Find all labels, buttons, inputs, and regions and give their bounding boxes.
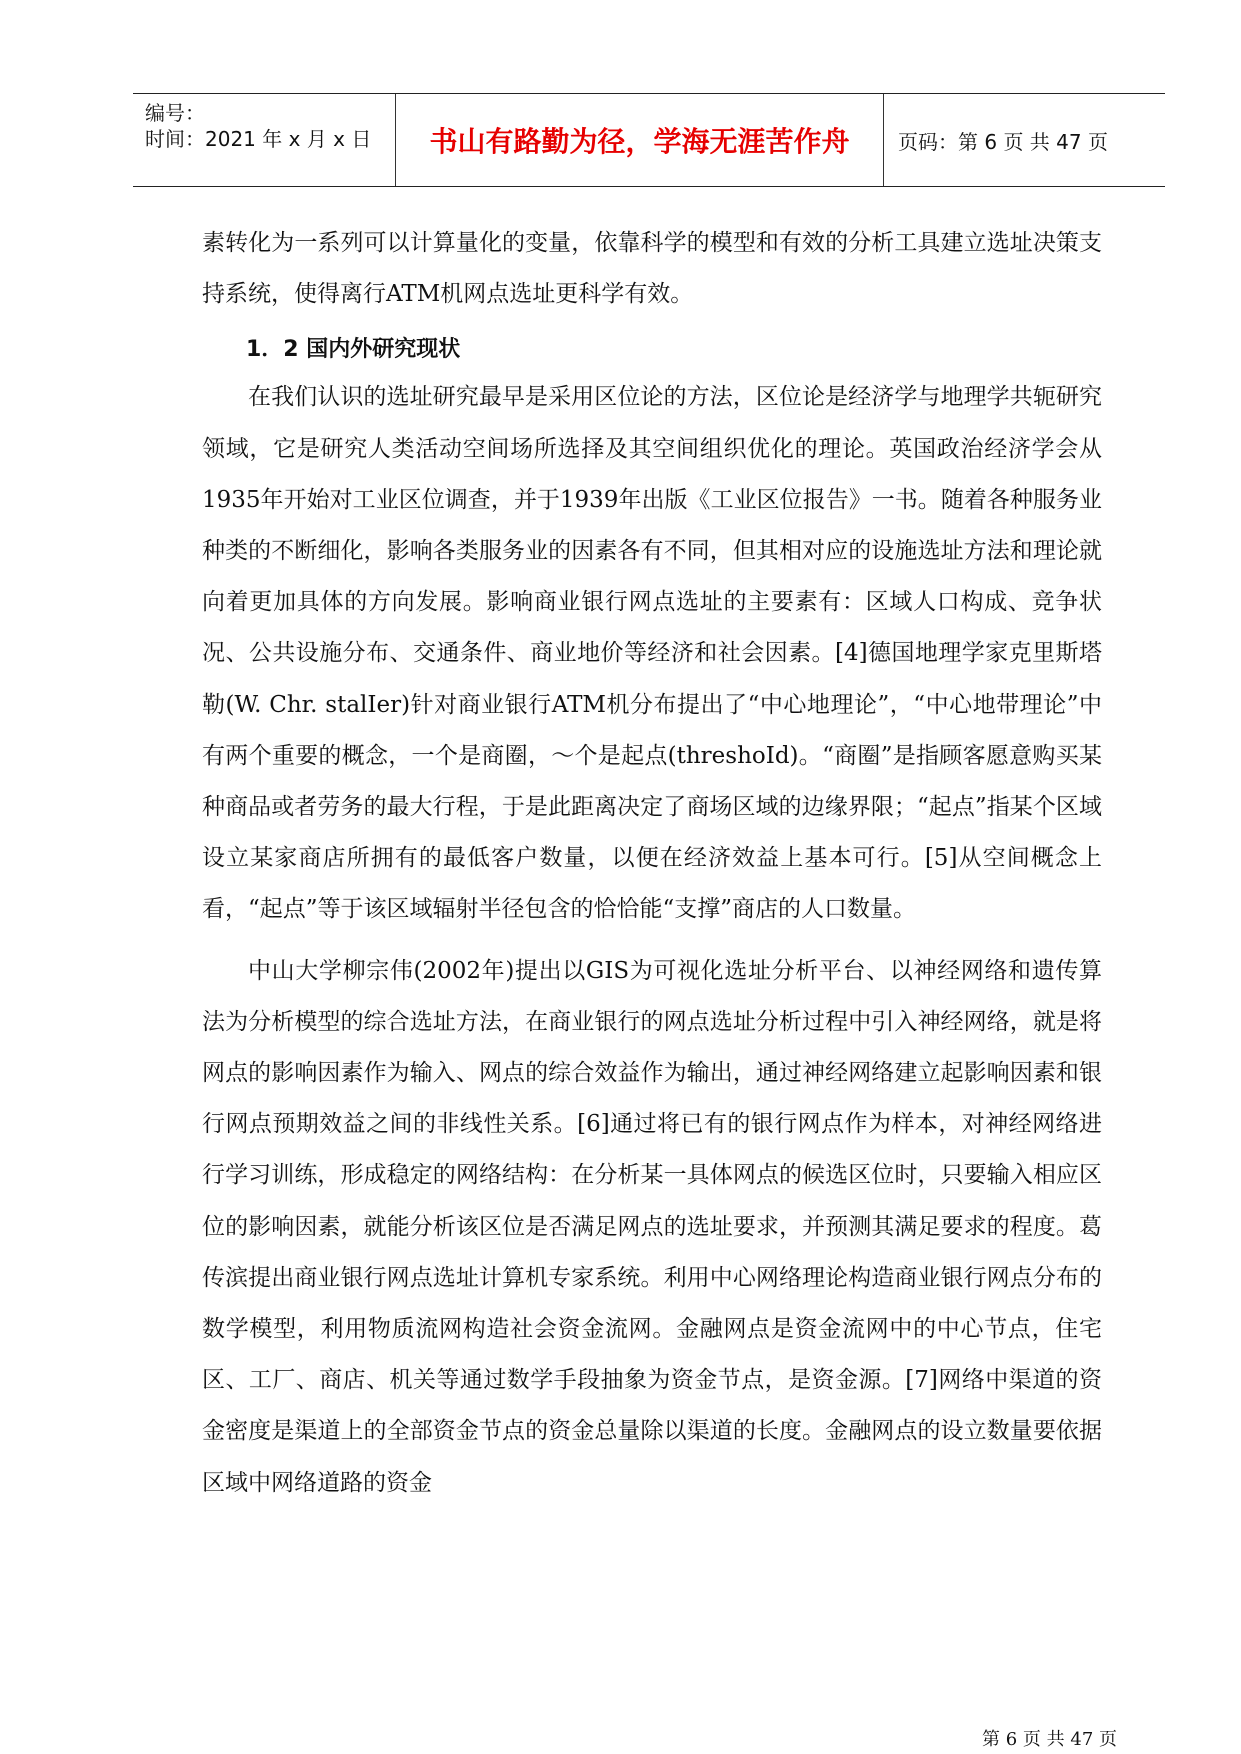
- paragraph-location-theory: 在我们认识的选址研究最早是采用区位论的方法，区位论是经济学与地理学共轭研究领域，它是研究人类活动空间场所选择及其空间组织优化的理论。英国政治经济学会从1935年开始对工业区位调查，并于1939年出版《工业区位报告》一书。随着各种服务业种类的不断细化，影响各类服务业的因素各有不同，但其相对应的设施选址方法和理论就向着更加具体的方向发展。影响商业银行网点选址的主要素有：区域人口构成、竞争状况、公共设施分布、交通条件、商业地价等经济和社会因素。[4]德国地理学家克里斯塔勒(W. Chr. stalIer)针对商业银行ATM机分布提出了“中心地理论”，“中心地带理论”中有两个重要的概念，一个是商圈，～个是起点(threshoId)。“商圈”是指顾客愿意购买某种商品或者劳务的最大行程，于是此距离决定了商场区域的边缘界限；“起点”指某个区域设立某家商店所拥有的最低客户数量，以便在经济效益上基本可行。[5]从空间概念上看，“起点”等于该区域辐射半径包含的恰恰能“支撑”商店的人口数量。: [202, 384, 1102, 923]
- time-label: 时间：2021 年 x 月 x 日: [145, 127, 372, 151]
- header-meta: [133, 94, 396, 186]
- page-header: [133, 93, 1165, 187]
- paragraph-intro: 素转化为一系列可以计算量化的变量，依靠科学的模型和有效的分析工具建立选址决策支持系统，使得离行ATM机网点选址更科学有效。: [202, 230, 1102, 308]
- section-heading: 1．2 国内外研究现状: [246, 337, 461, 363]
- number-label: 编号：: [145, 101, 205, 125]
- document-body: [202, 218, 1102, 1509]
- paragraph-neural-network: 中山大学柳宗伟(2002年)提出以GIS为可视化选址分析平台、以神经网络和遗传算法为分析模型的综合选址方法，在商业银行的网点选址分析过程中引入神经网络，就是将网点的影响因素作为输入、网点的综合效益作为输出，通过神经网络建立起影响因素和银行网点预期效益之间的非线性关系。[6]通过将已有的银行网点作为样本，对神经网络进行学习训练，形成稳定的网络结构：在分析某一具体网点的候选区位时，只要输入相应区位的影响因素，就能分析该区位是否满足网点的选址要求，并预测其满足要求的程度。葛传滨提出商业银行网点选址计算机专家系统。利用中心网络理论构造商业银行网点分布的数学模型，利用物质流网构造社会资金流网。金融网点是资金流网中的中心节点，住宅区、工厂、商店、机关等通过数学手段抽象为资金节点，是资金源。[7]网络中渠道的资金密度是渠道上的全部资金节点的资金总量除以渠道的长度。金融网点的设立数量要依据区域中网络道路的资金: [202, 957, 1102, 1496]
- header-page-info: 页码：第 6 页 共 47 页: [898, 129, 1108, 154]
- header-motto: 书山有路勤为径，学海无涯苦作舟: [396, 94, 884, 186]
- page-footer: 第 6 页 共 47 页: [982, 1729, 1117, 1750]
